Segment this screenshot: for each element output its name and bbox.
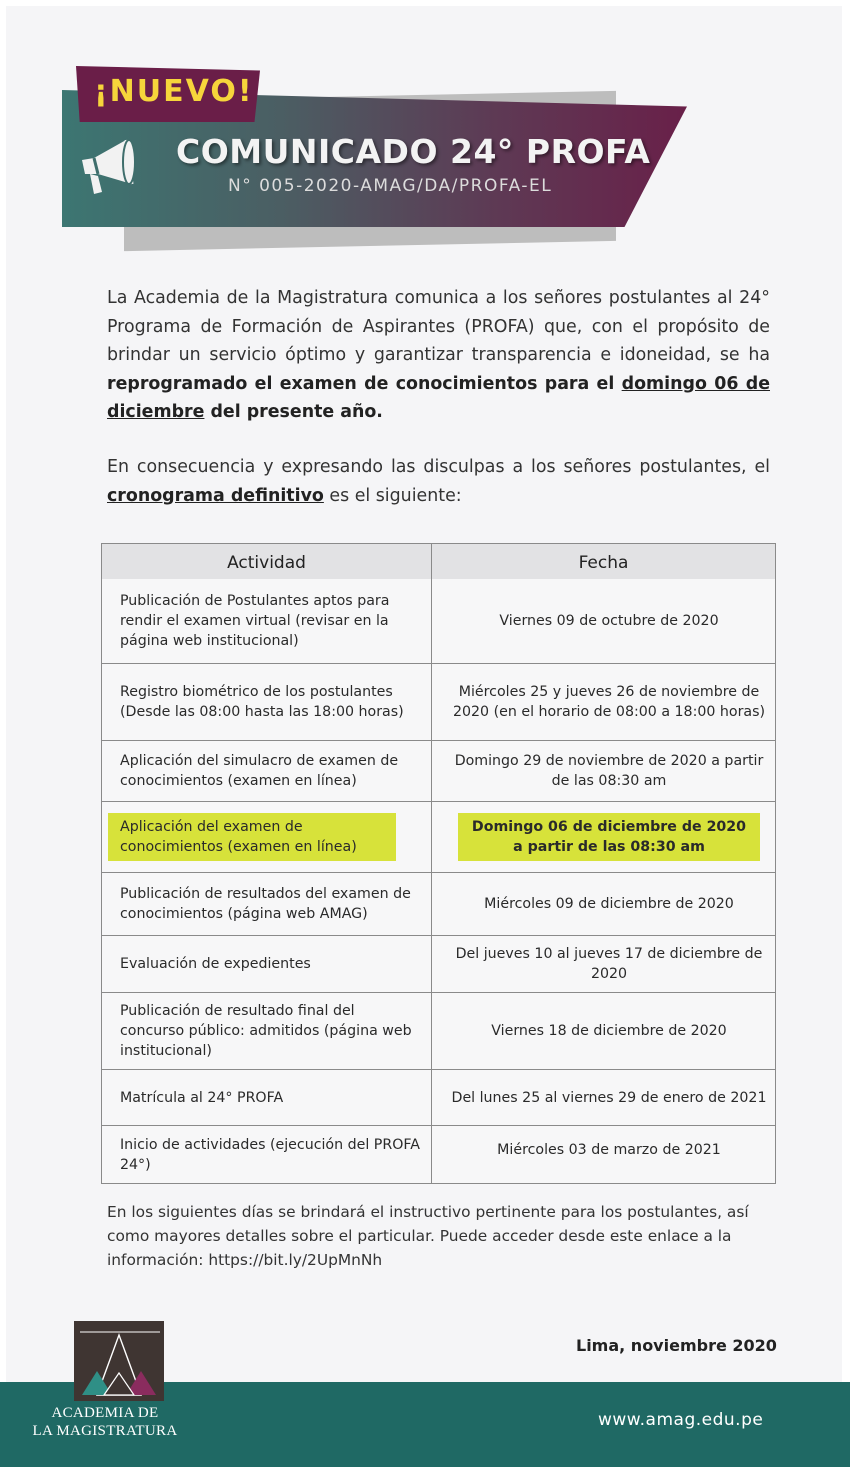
- banner-subtitle: N° 005-2020-AMAG/DA/PROFA-EL: [228, 176, 553, 196]
- table-row: [102, 579, 775, 663]
- date-cell: Miércoles 25 y jueves 26 de noviembre de 2020 (en el horario de 08:00 a 18:00 horas): [452, 684, 766, 720]
- megaphone-icon: [76, 132, 146, 202]
- logo-mark-icon: [74, 1321, 164, 1401]
- activity-cell: Inicio de actividades (ejecución del PROFA 24°): [120, 1136, 420, 1173]
- highlighted-date: Domingo 06 de diciembre de 2020 a partir de las 08:30 am: [458, 813, 760, 861]
- academy-name-line2: LA MAGISTRATURA: [32, 1423, 178, 1439]
- website-link[interactable]: www.amag.edu.pe: [598, 1410, 764, 1430]
- table-row: [102, 993, 775, 1069]
- schedule-label: cronograma definitivo: [107, 485, 324, 506]
- date-cell: Viernes 09 de octubre de 2020: [499, 613, 719, 629]
- consequence-text-end: es el siguiente:: [323, 485, 462, 506]
- column-header-activity: Actividad: [227, 553, 306, 573]
- activity-cell: Evaluación de expedientes: [120, 956, 311, 972]
- academy-name: [30, 1404, 180, 1440]
- schedule-table: [101, 543, 776, 1184]
- consequence-paragraph: [107, 453, 770, 510]
- banner-title: COMUNICADO 24° PROFA: [176, 132, 651, 171]
- date-cell: Viernes 18 de diciembre de 2020: [491, 1023, 727, 1039]
- intro-paragraph: [107, 284, 770, 427]
- activity-cell: Registro biométrico de los postulantes (Desde las 08:00 hasta las 18:00 horas): [120, 684, 404, 720]
- academy-logo: [74, 1321, 164, 1401]
- new-badge-label: ¡NUEVO!: [94, 74, 254, 109]
- date-cell: [444, 802, 774, 872]
- place-date: Lima, noviembre 2020: [576, 1336, 777, 1355]
- activity-cell: Aplicación del simulacro de examen de conocimientos (examen en línea): [120, 753, 399, 789]
- column-header-date: Fecha: [578, 553, 629, 573]
- consequence-text: En consecuencia y expresando las disculpas a los señores postulantes, el: [107, 457, 770, 477]
- table-row: [102, 664, 775, 740]
- date-cell: Del jueves 10 al jueves 17 de diciembre de 2020: [455, 946, 763, 982]
- intro-bold: reprogramado el examen de conocimientos para el: [107, 373, 622, 394]
- intro-bold-end: del presente año.: [204, 402, 383, 422]
- date-cell: Domingo 29 de noviembre de 2020 a partir de las 08:30 am: [454, 753, 764, 789]
- activity-cell: Publicación de resultados del examen de conocimientos (página web AMAG): [120, 886, 411, 922]
- table-row: [102, 1070, 775, 1125]
- table-row: [102, 741, 775, 801]
- activity-cell: Matrícula al 24° PROFA: [120, 1089, 284, 1106]
- date-cell: Miércoles 03 de marzo de 2021: [497, 1142, 721, 1158]
- highlighted-activity: Aplicación del examen de conocimientos (examen en línea): [108, 813, 396, 861]
- activity-cell: [120, 802, 420, 872]
- intro-text: La Academia de la Magistratura comunica a los señores postulantes al 24° Programa de Formación de Aspirantes (PROFA) que, con el propósito de brindar un servicio óptimo y garantizar transparencia e idoneidad, se ha: [107, 288, 770, 365]
- closing-paragraph: En los siguientes días se brindará el instructivo pertinente para los postulantes, así como mayores detalles sobre el particular. Puede acceder desde este enlace a la información: https://bit.ly/2UpMnNh: [107, 1203, 749, 1269]
- exam-date-highlight: domingo 06 de diciembre: [107, 373, 770, 422]
- date-cell: Del lunes 25 al viernes 29 de enero de 2021: [451, 1089, 767, 1106]
- table-row: [102, 873, 775, 935]
- date-cell: Miércoles 09 de diciembre de 2020: [484, 896, 734, 912]
- activity-cell: Publicación de resultado final del concurso público: admitidos (página web institucional): [120, 1003, 412, 1059]
- academy-name-line1: ACADEMIA DE: [51, 1405, 159, 1421]
- activity-cell: Publicación de Postulantes aptos para rendir el examen virtual (revisar en la página web institucional): [120, 593, 390, 649]
- table-row-highlighted: [102, 802, 775, 872]
- table-header: [102, 544, 775, 579]
- table-row: [102, 936, 775, 992]
- table-row: [102, 1126, 775, 1183]
